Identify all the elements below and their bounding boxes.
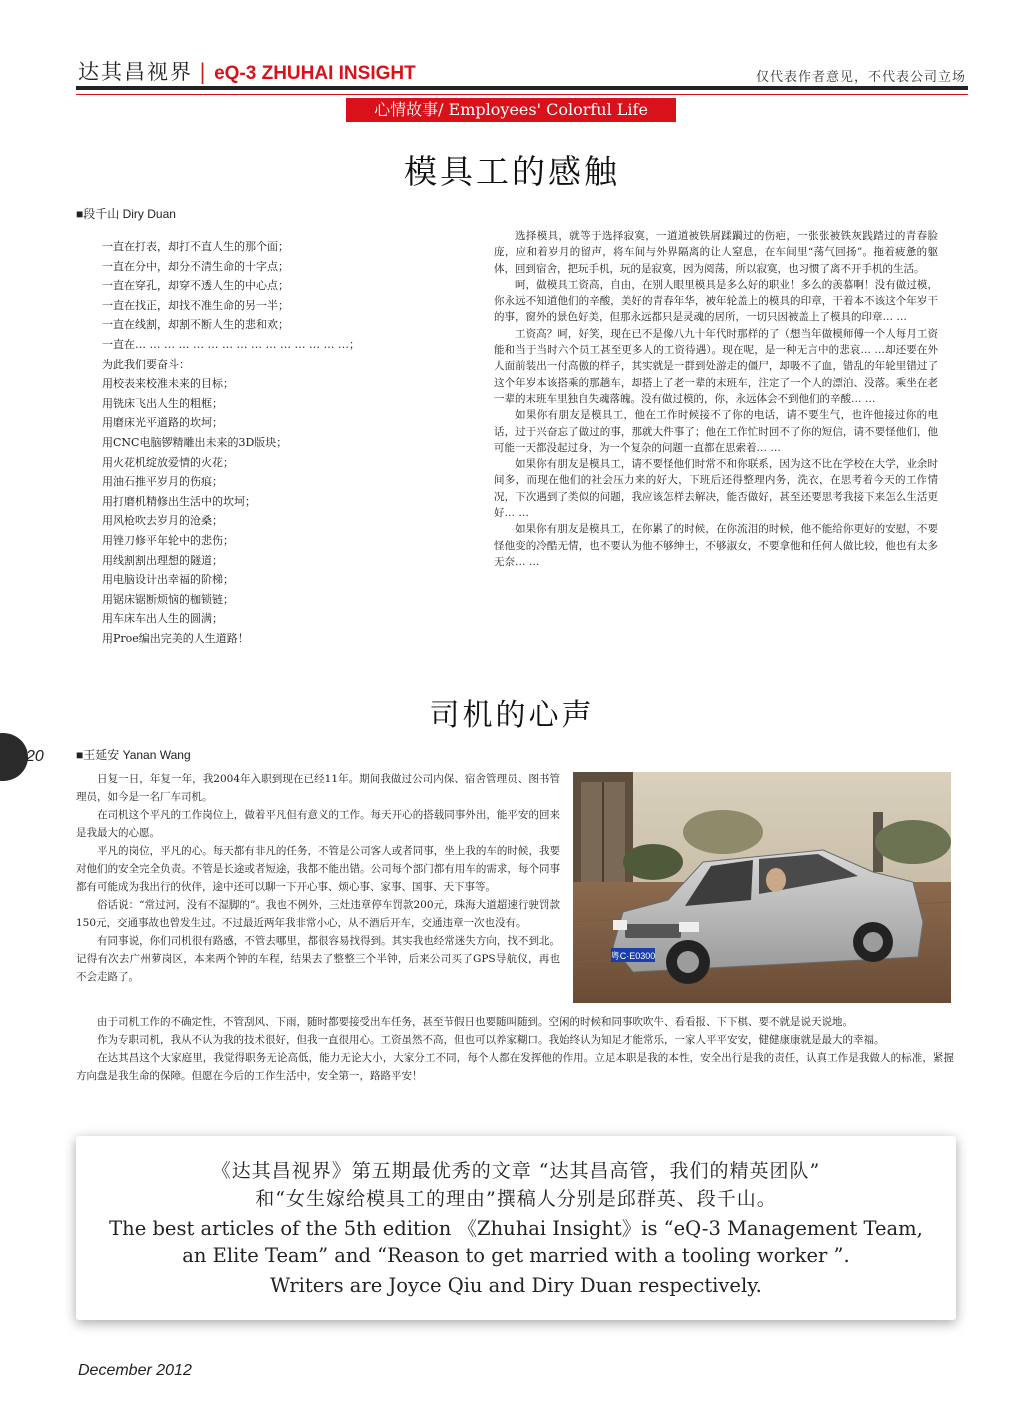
article1-body [494,228,938,570]
article1-author: ■段千山 Diry Duan [76,207,176,221]
poem-line: 一直在… … … … … … … … … … … … … … …； [102,337,360,351]
paragraph: 日复一日，年复一年，我2004年入职到现在已经11年。期间我做过公司内保、宿舍管理员、图书管理员，如今是一名厂车司机。 [76,773,560,803]
paragraph: 如果你有朋友是模具工，在你累了的时候，在你流泪的时候，他不能给你更好的安慰，不要怪他变的冷酷无情，也不要认为他不够绅士，不够淑女，不要拿他和任何人做比较，他也有太多无奈… … [494,523,938,568]
poem-line: 用Proe编出完美的人生道路！ [102,631,249,645]
note-cn-line2: 和“女生嫁给模具工的理由”撰稿人分别是邱群英、段千山。 [255,1188,777,1210]
paragraph: 工资高？呵，好笑，现在已不是像八九十年代时那样的了（想当年做模师傅一个人每月工资能和当于当时六个员工甚至更多人的工资待遇）。现在呢，是一种无言中的悲哀… …却还要在外人面前装出一付高傲的样子，其实就是一群到处游走的僵尸，却吸不了血，错乱的年轮里错过了这个年岁本该搭乘的那趟车，却搭上了老一辈的末班车，注定了一个人的漂泊、没落。乘坐在老一辈的末班车里独自失魂落魄。没有做过模的，你，永远体会不到他们的辛酸… … [494,327,938,405]
paragraph: 呵，做模具工资高，自由，在别人眼里模具是多么好的职业！多么的羡慕啊！没有做过模，你永远不知道他们的辛酸，美好的青春年华，被年轮盖上的模具的印章，干着本不该这个年岁干的事，窗外的景色好美，但那永远都只是灵魂的居所，一切只因被盖上了模具的印章… … [494,278,938,324]
poem-line: 用线割割出理想的隧道； [102,553,223,567]
paragraph: 俗话说：“常过河，没有不湿脚的”。我也不例外，三灶违章停车罚款200元，珠海大道超速行驶罚款150元，交通事故也曾发生过。不过最近两年我非常小心，从不酒后开车，交通违章一次也没有。 [76,899,560,929]
poem-line: 一直在穿孔，却穿不透人生的中心点； [102,279,289,293]
car-photo-illustration [573,772,951,1003]
paragraph: 作为专职司机，我从不认为我的技术很好，但我一直很用心。工资虽然不高，但也可以养家糊口。我始终认为知足才能常乐，一家人平平安安，健健康康就是最大的幸福。 [97,1034,885,1046]
article2-body-wrap [76,770,560,986]
poem-line: 用锯床锯断烦恼的枷锁链； [102,592,234,606]
article2-body-full [76,1013,954,1085]
poem-line: 用油石推平岁月的伤痕； [102,475,223,489]
poem-line: 为此我们要奋斗： [102,357,190,371]
header-rule [76,86,968,90]
poem-line: 一直在线割，却割不断人生的悲和欢； [102,318,289,332]
poem-line: 一直在打表，却打不直人生的那个面； [102,240,289,253]
poem-line: 用磨床光平道路的坎坷； [102,416,223,430]
poem-line: 用CNC电脑锣精雕出未来的3D版块； [102,435,288,449]
poem-line: 用车床车出人生的圆满； [102,612,223,626]
article2-title: 司机的心声 [429,698,595,733]
poem-line: 一直在找正，却找不准生命的另一半； [102,298,289,312]
section-banner: 心情故事/ Employees' Colorful Life [346,98,676,122]
article2-author: ■王延安 Yanan Wang [76,748,191,762]
paragraph: 在达其昌这个大家庭里，我觉得职务无论高低，能力无论大小，大家分工不同，每个人都在发挥他的作用。立足本职是我的本性，安全出行是我的责任，认真工作是我做人的标准，紧握方向盘是我生命的保障。但愿在今后的工作生活中，安全第一，路路平安！ [76,1052,954,1082]
disclaimer: 仅代表作者意见，不代表公司立场 [755,70,966,85]
poem-line: 用打磨机精修出生活中的坎坷； [102,494,256,508]
poem-line: 一直在分中，却分不清生命的十字点； [102,259,289,273]
license-plate: 粤C·E0300 [610,951,656,961]
page-number: 20 [26,748,44,765]
paragraph: 如果你有朋友是模具工，请不要怪他们时常不和你联系，因为这不比在学校在大学，业余时间多，而现在他们的社会压力来的好大，下班后还得整理内务，洗衣，在思考着今天的工作情况，下次遇到了类似的问题，我应该怎样去解决，能否做好，甚至还要思考我接下来怎么生活更好… … [494,458,938,520]
note-en-line2: an Elite Team” and “Reason to get married with a tooling worker ”. [182,1244,850,1267]
masthead [78,56,416,86]
article1-title: 模具工的感触 [404,152,620,191]
paragraph: 由于司机工作的不确定性，不管刮风、下雨，随时都要接受出车任务，甚至节假日也要随叫随到。空闲的时候和同事吹吹牛、看看报、下下棋、要不就是说天说地。 [97,1016,853,1028]
paragraph: 有同事说，你们司机很有路感，不管去哪里，都很容易找得到。其实我也经常迷失方向，找不到北。记得有次去广州萝岗区，本来两个钟的车程，结果去了整整三个半钟，后来公司买了GPS导航仪，再也不会走路了。 [76,935,560,983]
paragraph: 在司机这个平凡的工作岗位上，做着平凡但有意义的工作。每天开心的搭载同事外出，能平安的回来是我最大的心愿。 [76,809,560,839]
poem-line: 用锉刀修平年轮中的悲伤； [102,533,234,547]
poem-line: 用火花机绽放爱情的火花； [102,455,234,469]
article1-poem [102,237,462,648]
note-en-line1: The best articles of the 5th edition 《Zhuhai Insight》is “eQ-3 Management Team, [109,1217,923,1240]
masthead-cn: 达其昌视界 [78,60,193,84]
paragraph: 平凡的岗位，平凡的心。每天都有非凡的任务，不管是公司客人或者同事，坐上我的车的时候，我要对他们的安全完全负责。不管是长途或者短途，我都不能出错。公司每个部门都有用车的需求，每个同事都有可能成为我出行的伙伴，途中还可以聊一下开心事、烦心事、家事、国事、天下事等。 [76,845,560,893]
poem-line: 用电脑设计出幸福的阶梯； [102,573,234,587]
footer-date: December 2012 [78,1362,192,1379]
poem-line: 用风枪吹去岁月的沧桑； [102,514,223,528]
page-tab [0,733,28,781]
driver-car-photo [573,772,951,1003]
paragraph: 选择模具，就等于选择寂寞，一道道被铁屑蹂躏过的伤疤，一张张被铁灰践踏过的青春脸庞，应和着岁月的留声，将车间与外界隔离的让人窒息，在车间里“荡气回扬”。拖着疲惫的躯体，回到宿舍，把玩手机，玩的是寂寞，因为阅荡，所以寂寞，也习惯了离不开手机的生活。 [494,230,938,275]
masthead-separator: | [199,60,209,84]
header-rule-red [76,94,968,95]
paragraph: 如果你有朋友是模具工，他在工作时候接不了你的电话，请不要生气，也许他接过你的电话，过于兴奋忘了做过的事，那就大件事了；他在工作忙时回不了你的短信，请不要怪他们，他可能一天都没起过身，为一个复杂的问题一直都在思索着… … [494,409,938,454]
poem-line: 用铣床飞出人生的粗框； [102,396,223,410]
masthead-en: eQ-3 ZHUHAI INSIGHT [214,63,416,84]
note-en-line3: Writers are Joyce Qiu and Diry Duan respectively. [270,1274,762,1297]
note-cn-line1: 《达其昌视界》第五期最优秀的文章 “达其昌高管，我们的精英团队” [211,1160,821,1182]
poem-line: 用校表来校准未来的目标； [102,377,234,391]
